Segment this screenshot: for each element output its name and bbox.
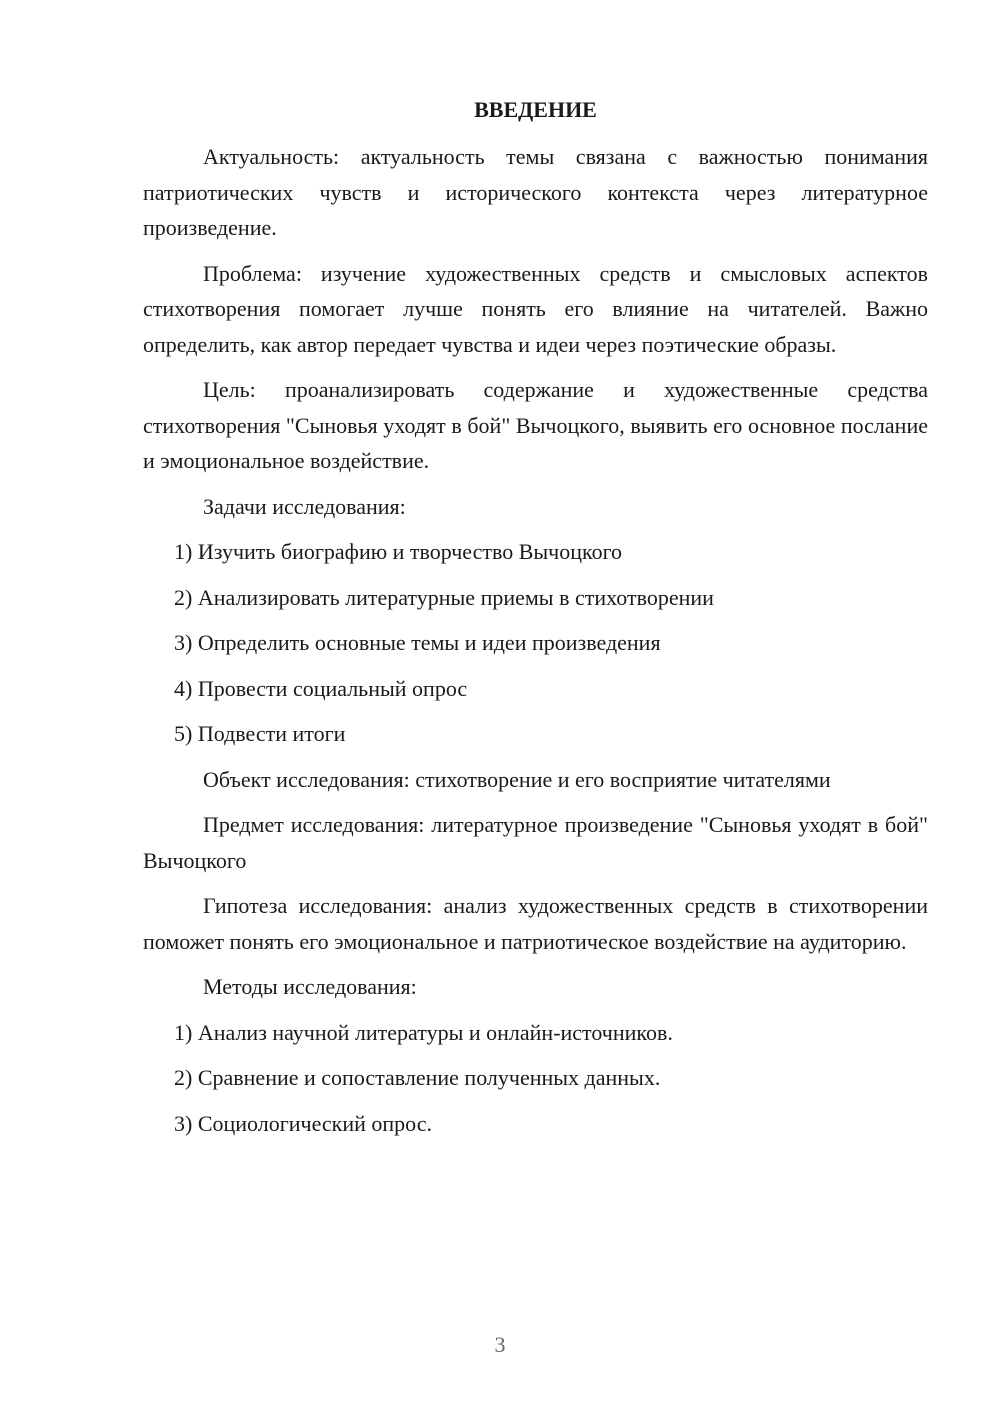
- hypothesis-paragraph: Гипотеза исследования: анализ художественных средств в стихотворении поможет понять его эмоциональное и патриотическое воздействие на аудиторию.: [143, 893, 928, 954]
- list-item: 2) Анализировать литературные приемы в стихотворении: [174, 584, 714, 610]
- relevance-paragraph: Актуальность: актуальность темы связана с важностью понимания патриотических чувств и исторического контекста через литературное произведение.: [143, 144, 928, 240]
- list-item: 3) Определить основные темы и идеи произведения: [174, 630, 661, 655]
- page-number: 3: [494, 1332, 506, 1357]
- list-item: 3) Социологический опрос.: [174, 1110, 432, 1136]
- list-item: 4) Провести социальный опрос: [174, 675, 468, 701]
- goal-paragraph: Цель: проанализировать содержание и художественные средства стихотворения "Сыновья уходят в бой" Вычоцкого, выявить его основное послание и эмоциональное воздействие.: [143, 377, 928, 473]
- subject-paragraph: Предмет исследования: литературное произведение "Сыновья уходят в бой" Вычоцкого: [143, 812, 928, 873]
- methods-heading: Методы исследования:: [203, 974, 417, 999]
- object-paragraph: Объект исследования: стихотворение и его восприятие читателями: [203, 766, 831, 792]
- problem-paragraph: Проблема: изучение художественных средств и смысловых аспектов стихотворения помогает лучше понять его влияние на читателей. Важно определить, как автор передает чувства и идеи через поэтические образы.: [143, 260, 928, 357]
- document-page: [143, 92, 928, 1151]
- list-item: 2) Сравнение и сопоставление полученных данных.: [174, 1065, 661, 1090]
- tasks-list: [143, 534, 928, 752]
- tasks-heading: Задачи исследования:: [203, 493, 406, 519]
- section-title: ВВЕДЕНИЕ: [474, 97, 597, 122]
- list-item: 1) Анализ научной литературы и онлайн-источников.: [174, 1019, 673, 1045]
- methods-list: [143, 1015, 928, 1142]
- list-item: 5) Подвести итоги: [174, 721, 346, 746]
- list-item: 1) Изучить биографию и творчество Вычоцкого: [174, 539, 623, 564]
